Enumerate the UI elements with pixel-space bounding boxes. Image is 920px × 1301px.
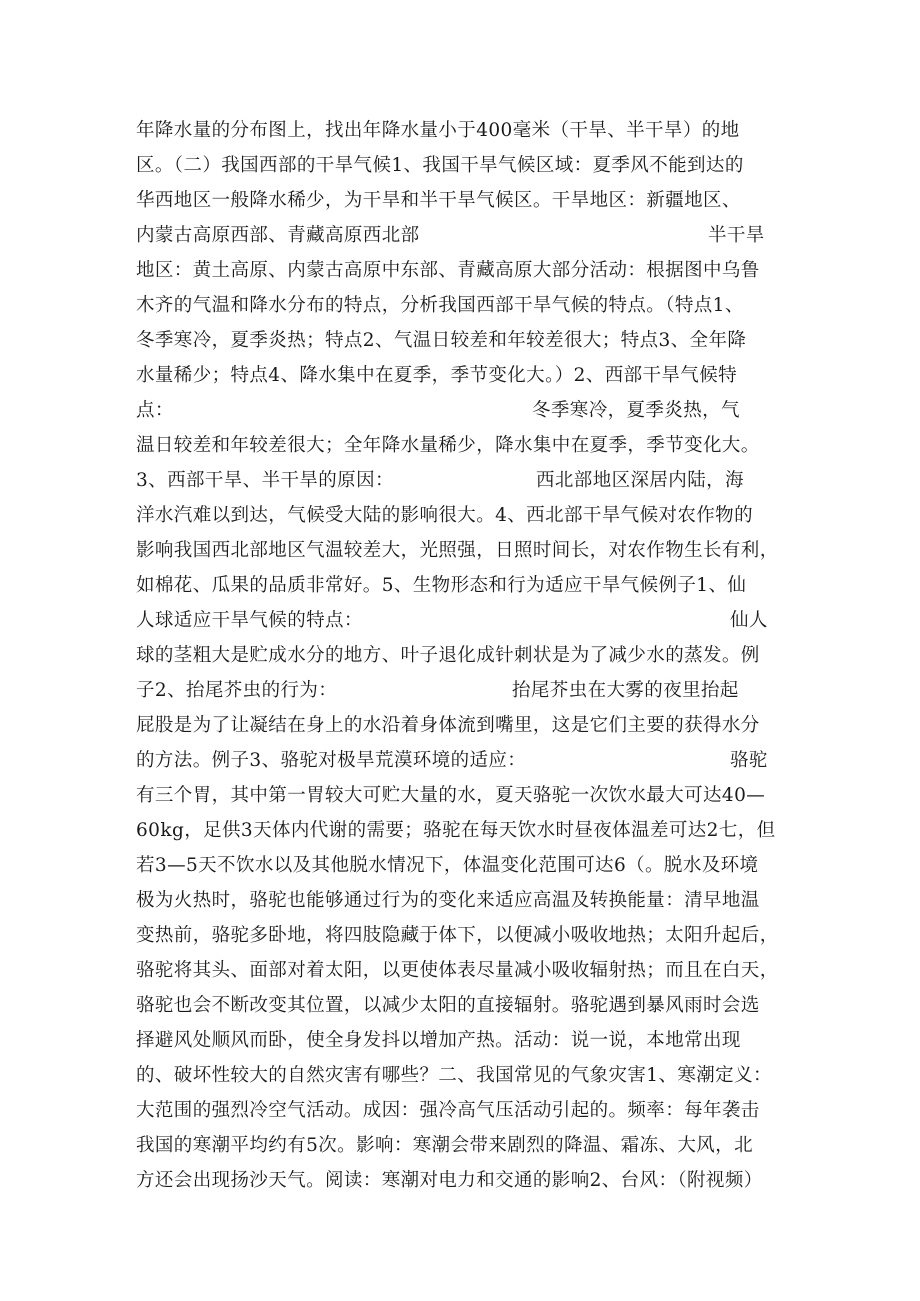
- text-line: 木齐的气温和降水分布的特点，分析我国西部干旱气候的特点。（特点1、: [136, 295, 744, 316]
- text-fragment: 子2、抬尾芥虫的行为：: [136, 680, 338, 701]
- text-line: 水量稀少；特点4、降水集中在夏季，季节变化大。）2、西部干旱气候特: [136, 365, 737, 386]
- text-line: 华西地区一般降水稀少，为干旱和半干旱气候区。干旱地区：新疆地区、: [136, 190, 741, 211]
- text-line: 温日较差和年较差很大；全年降水量稀少，降水集中在夏季，季节变化大。: [136, 435, 760, 456]
- text-fragment: 内蒙古高原西部、青藏高原西北部: [136, 225, 420, 246]
- text-line: 方还会出现扬沙天气。阅读：寒潮对电力和交通的影响2、台风：（附视频）: [136, 1170, 763, 1191]
- text-fragment: 3、西部干旱、半干旱的原因：: [136, 470, 394, 491]
- text-fragment-right: 仙人: [730, 610, 768, 631]
- text-fragment-right: 抬尾芥虫在大雾的夜里抬起: [512, 680, 739, 701]
- text-line: 影响我国西北部地区气温较差大，光照强，日照时间长，对农作物生长有利，: [136, 540, 779, 561]
- text-fragment: 人球适应干旱气候的特点：: [136, 610, 363, 631]
- text-line: [136, 468, 808, 494]
- text-line: 的、破坏性较大的自然灾害有哪些？二、我国常见的气象灾害1、寒潮定义：: [136, 1065, 772, 1086]
- text-line: 择避风处顺风而卧，使全身发抖以增加产热。活动：说一说，本地常出现: [136, 1030, 741, 1051]
- text-line: 如棉花、瓜果的品质非常好。5、生物形态和行为适应干旱气候例子1、仙: [136, 575, 747, 596]
- text-line: 若3—5天不饮水以及其他脱水情况下，体温变化范围可达6（。脱水及环境: [136, 855, 759, 876]
- text-line: [136, 223, 808, 249]
- text-fragment: 点：: [136, 400, 174, 421]
- text-line: [136, 748, 808, 774]
- text-line: 冬季寒冷，夏季炎热；特点2、气温日较差和年较差很大；特点3、全年降: [136, 330, 747, 351]
- text-line: [136, 678, 808, 704]
- text-line: 屁股是为了让凝结在身上的水沿着身体流到嘴里，这是它们主要的获得水分: [136, 715, 760, 736]
- text-fragment-right: 冬季寒冷，夏季炎热，气: [532, 400, 740, 421]
- text-fragment-right: 半干旱: [708, 225, 765, 246]
- text-fragment-right: 骆驼: [730, 750, 768, 771]
- text-line: 大范围的强烈冷空气活动。成因：强冷高气压活动引起的。频率：每年袭击: [136, 1100, 760, 1121]
- text-fragment-right: 西北部地区深居内陆，海: [536, 470, 744, 491]
- text-line: 骆驼也会不断改变其位置，以减少太阳的直接辐射。骆驼遇到暴风雨时会选: [136, 995, 760, 1016]
- text-line: 骆驼将其头、面部对着太阳，以更使体表尽量减小吸收辐射热；而且在白天，: [136, 960, 779, 981]
- text-line: [136, 608, 808, 634]
- text-line: 我国的寒潮平均约有5次。影响：寒潮会带来剧烈的降温、霜冻、大风，北: [136, 1135, 753, 1156]
- text-line: 区。（二）我国西部的干旱气候1、我国干旱气候区域：夏季风不能到达的: [136, 155, 744, 176]
- text-line: 有三个胃，其中第一胃较大可贮大量的水，夏天骆驼一次饮水最大可达40—: [136, 785, 766, 806]
- text-line: 变热前，骆驼多卧地，将四肢隐藏于体下，以便减小吸收地热；太阳升起后，: [136, 925, 779, 946]
- text-line: 60kg，足供3天体内代谢的需要；骆驼在每天饮水时昼夜体温差可达2七，但: [136, 820, 776, 841]
- text-line: 球的茎粗大是贮成水分的地方、叶子退化成针刺状是为了减少水的蒸发。例: [136, 645, 760, 666]
- text-line: 年降水量的分布图上，找出年降水量小于400毫米（干旱、半干旱）的地: [136, 120, 740, 141]
- text-fragment: 的方法。例子3、骆驼对极旱荒漠环境的适应：: [136, 750, 527, 771]
- text-line: 地区：黄土高原、内蒙古高原中东部、青藏高原大部分活动：根据图中乌鲁: [136, 260, 760, 281]
- text-line: [136, 398, 808, 424]
- text-line: 极为火热时，骆驼也能够通过行为的变化来适应高温及转换能量：清早地温: [136, 890, 760, 911]
- text-line: 洋水汽难以到达，气候受大陆的影响很大。4、西北部干旱气候对农作物的: [136, 505, 753, 526]
